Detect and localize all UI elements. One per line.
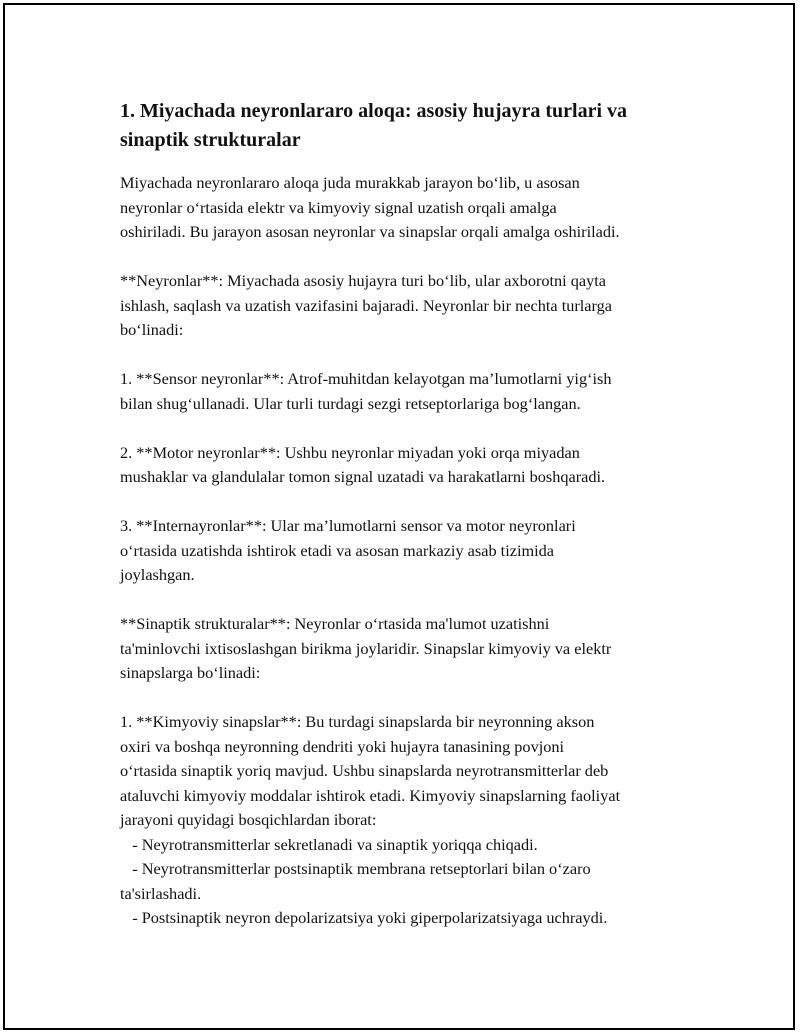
- paragraph-line: oshiriladi. Bu jarayon asosan neyronlar va sinapslar orqali amalga oshiriladi.: [120, 222, 620, 241]
- paragraph-line: mushaklar va glandulalar tomon signal uzatadi va harakatlarni boshqaradi.: [120, 467, 606, 486]
- paragraph-line: bo‘linadi:: [120, 320, 184, 339]
- paragraph-line: ataluvchi kimyoviy moddalar ishtirok etadi. Kimyoviy sinapslarning faoliyat: [120, 785, 621, 805]
- paragraph-list: [120, 171, 695, 931]
- paragraph-line: 1. **Sensor neyronlar**: Atrof-muhitdan kelayotgan ma’lumotlarni yig‘ish: [120, 369, 612, 388]
- paragraph: [120, 612, 695, 686]
- title-line: 1. Miyachada neyronlararo aloqa: asosiy hujayra turlari va: [120, 100, 628, 122]
- paragraph-line: **Sinaptik strukturalar**: Neyronlar o‘rtasida ma'lumot uzatishni: [120, 614, 550, 633]
- paragraph-line: ta'sirlashadi.: [120, 883, 202, 903]
- paragraph-line: 1. **Kimyoviy sinapslar**: Bu turdagi sinapslarda bir neyronning akson: [120, 712, 595, 731]
- paragraph-line: o‘rtasida sinaptik yoriq mavjud. Ushbu sinapslarda neyrotransmitterlar deb: [120, 761, 609, 780]
- paragraph: [120, 367, 695, 416]
- paragraph: [120, 710, 695, 931]
- paragraph-line: - Neyrotransmitterlar sekretlanadi va sinaptik yoriqqa chiqadi.: [120, 834, 538, 854]
- paragraph: [120, 269, 695, 343]
- paragraph-line: 3. **Internayronlar**: Ular ma’lumotlarni sensor va motor neyronlari: [120, 516, 576, 535]
- document-body: [120, 97, 695, 931]
- paragraph-line: oxiri va boshqa neyronning dendriti yoki hujayra tanasining povjoni: [120, 736, 565, 756]
- paragraph: [120, 441, 695, 490]
- paragraph-line: **Neyronlar**: Miyachada asosiy hujayra turi bo‘lib, ular axborotni qayta: [120, 271, 607, 290]
- paragraph-line: neyronlar o‘rtasida elektr va kimyoviy signal uzatish orqali amalga: [120, 197, 557, 217]
- page-frame: [3, 3, 795, 1030]
- paragraph: [120, 514, 695, 588]
- paragraph-line: joylashgan.: [120, 565, 195, 584]
- title-line: sinaptik strukturalar: [120, 129, 301, 151]
- paragraph-line: Miyachada neyronlararo aloqa juda murakkab jarayon bo‘lib, u asosan: [120, 173, 580, 192]
- paragraph-line: - Postsinaptik neyron depolarizatsiya yoki giperpolarizatsiyaga uchraydi.: [120, 908, 608, 927]
- paragraph-line: 2. **Motor neyronlar**: Ushbu neyronlar miyadan yoki orqa miyadan: [120, 442, 580, 462]
- document-title: [120, 97, 695, 155]
- paragraph-line: jarayoni quyidagi bosqichlardan iborat:: [120, 810, 377, 829]
- paragraph-line: o‘rtasida uzatishda ishtirok etadi va asosan markaziy asab tizimida: [120, 540, 555, 560]
- paragraph-line: bilan shug‘ullanadi. Ular turli turdagi sezgi retseptorlariga bog‘langan.: [120, 393, 581, 413]
- paragraph-line: ta'minlovchi ixtisoslashgan birikma joylaridir. Sinapslar kimyoviy va elektr: [120, 638, 612, 658]
- paragraph-line: ishlash, saqlash va uzatish vazifasini bajaradi. Neyronlar bir nechta turlarga: [120, 295, 613, 315]
- paragraph-line: sinapslarga bo‘linadi:: [120, 663, 261, 682]
- paragraph-line: - Neyrotransmitterlar postsinaptik membrana retseptorlari bilan o‘zaro: [120, 859, 591, 878]
- paragraph: [120, 171, 695, 245]
